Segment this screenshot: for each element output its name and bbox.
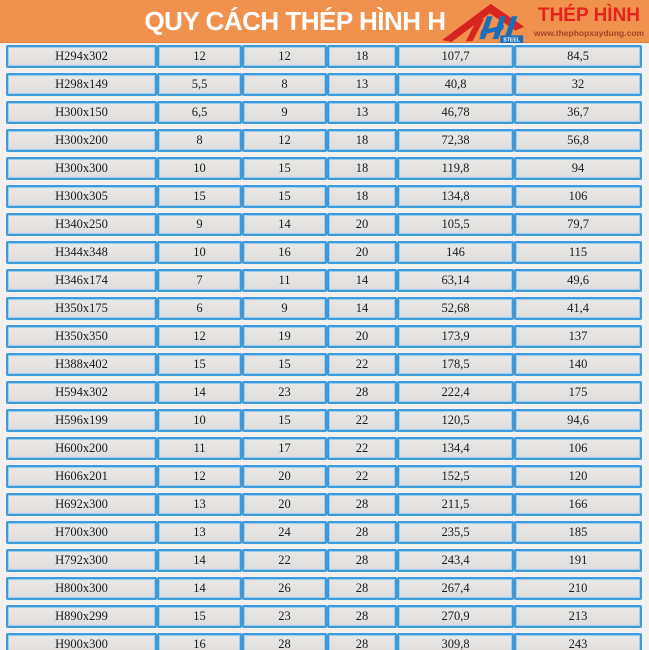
value-cell: 28 bbox=[327, 577, 397, 600]
table-row bbox=[6, 101, 642, 124]
table-row bbox=[6, 45, 642, 68]
value-cell: 49,6 bbox=[514, 269, 642, 292]
size-cell: H900x300 bbox=[6, 633, 157, 650]
size-cell: H388x402 bbox=[6, 353, 157, 376]
value-cell: 15 bbox=[157, 353, 242, 376]
value-cell: 12 bbox=[157, 465, 242, 488]
value-cell: 211,5 bbox=[397, 493, 514, 516]
size-cell: H792x300 bbox=[6, 549, 157, 572]
value-cell: 28 bbox=[327, 605, 397, 628]
value-cell: 15 bbox=[242, 185, 327, 208]
table-row bbox=[6, 213, 642, 236]
value-cell: 13 bbox=[157, 493, 242, 516]
size-cell: H600x200 bbox=[6, 437, 157, 460]
table-row bbox=[6, 269, 642, 292]
size-cell: H294x302 bbox=[6, 45, 157, 68]
page-header bbox=[0, 0, 649, 43]
value-cell: 40,8 bbox=[397, 73, 514, 96]
value-cell: 13 bbox=[327, 73, 397, 96]
value-cell: 18 bbox=[327, 45, 397, 68]
value-cell: 175 bbox=[514, 381, 642, 404]
value-cell: 14 bbox=[327, 269, 397, 292]
value-cell: 63,14 bbox=[397, 269, 514, 292]
size-cell: H300x300 bbox=[6, 157, 157, 180]
value-cell: 12 bbox=[157, 325, 242, 348]
value-cell: 15 bbox=[242, 157, 327, 180]
value-cell: 32 bbox=[514, 73, 642, 96]
size-cell: H350x175 bbox=[6, 297, 157, 320]
value-cell: 20 bbox=[242, 493, 327, 516]
value-cell: 9 bbox=[242, 297, 327, 320]
value-cell: 6,5 bbox=[157, 101, 242, 124]
brand-name: THÉP HÌNH bbox=[537, 5, 641, 26]
value-cell: 140 bbox=[514, 353, 642, 376]
value-cell: 17 bbox=[242, 437, 327, 460]
table-row bbox=[6, 549, 642, 572]
value-cell: 119,8 bbox=[397, 157, 514, 180]
value-cell: 6 bbox=[157, 297, 242, 320]
size-cell: H594x302 bbox=[6, 381, 157, 404]
value-cell: 11 bbox=[157, 437, 242, 460]
value-cell: 9 bbox=[242, 101, 327, 124]
value-cell: 20 bbox=[327, 213, 397, 236]
value-cell: 20 bbox=[327, 241, 397, 264]
value-cell: 191 bbox=[514, 549, 642, 572]
size-cell: H596x199 bbox=[6, 409, 157, 432]
size-cell: H300x305 bbox=[6, 185, 157, 208]
value-cell: 22 bbox=[327, 465, 397, 488]
value-cell: 14 bbox=[157, 381, 242, 404]
brand-logo bbox=[439, 1, 645, 43]
size-cell: H890x299 bbox=[6, 605, 157, 628]
table-row bbox=[6, 185, 642, 208]
value-cell: 10 bbox=[157, 409, 242, 432]
value-cell: 28 bbox=[327, 381, 397, 404]
value-cell: 105,5 bbox=[397, 213, 514, 236]
value-cell: 12 bbox=[157, 45, 242, 68]
size-cell: H350x350 bbox=[6, 325, 157, 348]
brand-website: www.thephopxaydung.com bbox=[533, 28, 645, 38]
table-row bbox=[6, 353, 642, 376]
value-cell: 120,5 bbox=[397, 409, 514, 432]
value-cell: 23 bbox=[242, 605, 327, 628]
value-cell: 79,7 bbox=[514, 213, 642, 236]
value-cell: 134,4 bbox=[397, 437, 514, 460]
value-cell: 243 bbox=[514, 633, 642, 650]
value-cell: 8 bbox=[157, 129, 242, 152]
value-cell: 18 bbox=[327, 157, 397, 180]
value-cell: 72,38 bbox=[397, 129, 514, 152]
value-cell: 14 bbox=[242, 213, 327, 236]
value-cell: 14 bbox=[157, 577, 242, 600]
size-cell: H300x150 bbox=[6, 101, 157, 124]
value-cell: 10 bbox=[157, 157, 242, 180]
table-row bbox=[6, 465, 642, 488]
value-cell: 243,4 bbox=[397, 549, 514, 572]
value-cell: 23 bbox=[242, 381, 327, 404]
value-cell: 94 bbox=[514, 157, 642, 180]
value-cell: 20 bbox=[327, 325, 397, 348]
value-cell: 41,4 bbox=[514, 297, 642, 320]
value-cell: 28 bbox=[327, 521, 397, 544]
size-cell: H340x250 bbox=[6, 213, 157, 236]
value-cell: 22 bbox=[327, 409, 397, 432]
value-cell: 11 bbox=[242, 269, 327, 292]
value-cell: 22 bbox=[327, 437, 397, 460]
value-cell: 16 bbox=[157, 633, 242, 650]
value-cell: 7 bbox=[157, 269, 242, 292]
size-cell: H800x300 bbox=[6, 577, 157, 600]
value-cell: 94,6 bbox=[514, 409, 642, 432]
value-cell: 137 bbox=[514, 325, 642, 348]
value-cell: 115 bbox=[514, 241, 642, 264]
value-cell: 15 bbox=[242, 409, 327, 432]
table-row bbox=[6, 493, 642, 516]
value-cell: 28 bbox=[327, 633, 397, 650]
value-cell: 166 bbox=[514, 493, 642, 516]
table-row bbox=[6, 297, 642, 320]
value-cell: 13 bbox=[327, 101, 397, 124]
value-cell: 10 bbox=[157, 241, 242, 264]
value-cell: 146 bbox=[397, 241, 514, 264]
value-cell: 52,68 bbox=[397, 297, 514, 320]
value-cell: 9 bbox=[157, 213, 242, 236]
value-cell: 120 bbox=[514, 465, 642, 488]
value-cell: 14 bbox=[157, 549, 242, 572]
value-cell: 235,5 bbox=[397, 521, 514, 544]
value-cell: 46,78 bbox=[397, 101, 514, 124]
value-cell: 84,5 bbox=[514, 45, 642, 68]
value-cell: 152,5 bbox=[397, 465, 514, 488]
table-row bbox=[6, 577, 642, 600]
table-row bbox=[6, 381, 642, 404]
value-cell: 173,9 bbox=[397, 325, 514, 348]
value-cell: 15 bbox=[157, 185, 242, 208]
value-cell: 15 bbox=[242, 353, 327, 376]
value-cell: 20 bbox=[242, 465, 327, 488]
table-row bbox=[6, 129, 642, 152]
value-cell: 8 bbox=[242, 73, 327, 96]
size-cell: H298x149 bbox=[6, 73, 157, 96]
value-cell: 15 bbox=[157, 605, 242, 628]
table-row bbox=[6, 521, 642, 544]
size-cell: H346x174 bbox=[6, 269, 157, 292]
value-cell: 178,5 bbox=[397, 353, 514, 376]
size-cell: H606x201 bbox=[6, 465, 157, 488]
table-row bbox=[6, 73, 642, 96]
value-cell: 185 bbox=[514, 521, 642, 544]
steel-house-logo-icon bbox=[439, 1, 529, 43]
table-row bbox=[6, 633, 642, 650]
value-cell: 18 bbox=[327, 129, 397, 152]
value-cell: 270,9 bbox=[397, 605, 514, 628]
size-cell: H700x300 bbox=[6, 521, 157, 544]
value-cell: 28 bbox=[327, 493, 397, 516]
value-cell: 12 bbox=[242, 45, 327, 68]
table-row bbox=[6, 325, 642, 348]
table-row bbox=[6, 409, 642, 432]
value-cell: 16 bbox=[242, 241, 327, 264]
brand-text-block bbox=[533, 6, 645, 38]
value-cell: 36,7 bbox=[514, 101, 642, 124]
table-row bbox=[6, 157, 642, 180]
steel-label: STEEL bbox=[503, 37, 521, 43]
page-title: QUY CÁCH THÉP HÌNH H bbox=[144, 5, 446, 36]
value-cell: 106 bbox=[514, 437, 642, 460]
value-cell: 309,8 bbox=[397, 633, 514, 650]
value-cell: 222,4 bbox=[397, 381, 514, 404]
value-cell: 14 bbox=[327, 297, 397, 320]
table-row bbox=[6, 241, 642, 264]
value-cell: 267,4 bbox=[397, 577, 514, 600]
value-cell: 18 bbox=[327, 185, 397, 208]
value-cell: 5,5 bbox=[157, 73, 242, 96]
value-cell: 12 bbox=[242, 129, 327, 152]
value-cell: 24 bbox=[242, 521, 327, 544]
value-cell: 210 bbox=[514, 577, 642, 600]
value-cell: 56,8 bbox=[514, 129, 642, 152]
value-cell: 22 bbox=[327, 353, 397, 376]
size-cell: H692x300 bbox=[6, 493, 157, 516]
spec-table bbox=[0, 43, 649, 650]
size-cell: H300x200 bbox=[6, 129, 157, 152]
value-cell: 28 bbox=[327, 549, 397, 572]
value-cell: 107,7 bbox=[397, 45, 514, 68]
value-cell: 28 bbox=[242, 633, 327, 650]
value-cell: 13 bbox=[157, 521, 242, 544]
value-cell: 106 bbox=[514, 185, 642, 208]
value-cell: 19 bbox=[242, 325, 327, 348]
value-cell: 26 bbox=[242, 577, 327, 600]
value-cell: 134,8 bbox=[397, 185, 514, 208]
value-cell: 22 bbox=[242, 549, 327, 572]
value-cell: 213 bbox=[514, 605, 642, 628]
table-row bbox=[6, 437, 642, 460]
table-row bbox=[6, 605, 642, 628]
size-cell: H344x348 bbox=[6, 241, 157, 264]
